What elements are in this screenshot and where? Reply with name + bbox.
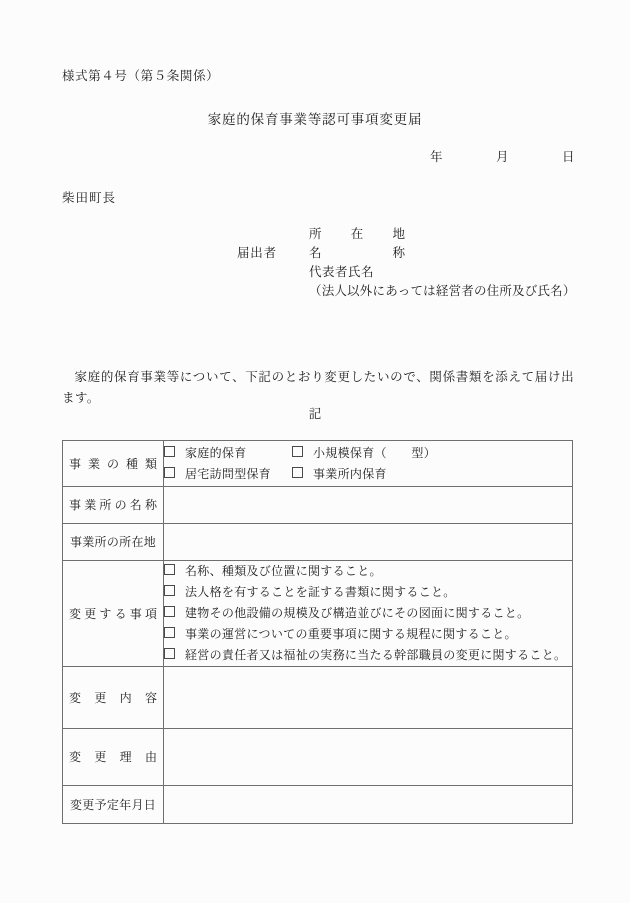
checkbox-item-shokibo-hoiku[interactable] (292, 443, 436, 464)
checkbox-label-jigyoshonai: 事業所内保育 (313, 466, 387, 481)
date-day-label: 日 (561, 149, 575, 164)
change-item-label-3: 建物その他設備の規模及び構造並びにその図面に関すること。 (185, 606, 530, 620)
body-paragraph: 家庭的保育事業等について、下記のとおり変更したいので、関係書類を添えて届け出ます。 (62, 369, 574, 405)
change-item-row[interactable] (164, 624, 572, 645)
checkbox-item-katei-hoiku[interactable] (164, 443, 292, 464)
label-change-reason: 変更理由 (63, 729, 164, 786)
business-type-line-1 (164, 443, 572, 464)
table-row-change-date (63, 786, 573, 824)
ki-mark: 記 (308, 406, 322, 421)
checkbox-icon[interactable] (292, 467, 303, 478)
date-line (430, 147, 575, 165)
submitter-row-location (237, 224, 576, 243)
addressee: 柴田町長 (62, 190, 117, 205)
label-facility-name: 事業所の名称 (63, 487, 164, 524)
cell-change-detail[interactable] (164, 667, 573, 729)
checkbox-label-kyotaku-homon: 居宅訪問型保育 (185, 466, 272, 481)
change-item-label-4: 事業の運営についての重要事項に関する規程に関すること。 (185, 627, 517, 641)
checkbox-label-shokibo-hoiku: 小規模保育（ 型） (313, 445, 437, 460)
submitter-row-name (237, 243, 576, 262)
document-title: 家庭的保育事業等認可事項変更届 (207, 112, 423, 128)
checkbox-icon[interactable] (164, 627, 175, 638)
checkbox-icon[interactable] (164, 606, 175, 617)
table-row-business-type (63, 441, 573, 487)
change-item-label-2: 法人格を有することを証する書類に関すること。 (185, 585, 456, 599)
label-change-detail: 変更内容 (63, 667, 164, 729)
change-item-row[interactable] (164, 603, 572, 624)
checkbox-icon[interactable] (292, 446, 303, 457)
cell-facility-address[interactable] (164, 524, 573, 561)
date-month-label: 月 (495, 149, 509, 164)
submitter-field-name: 名称 (309, 245, 405, 260)
label-change-date: 変更予定年月日 (63, 786, 164, 824)
submitter-block (237, 224, 576, 300)
date-year-label: 年 (430, 149, 444, 164)
submitter-note: （法人以外にあっては経営者の住所及び氏名） (309, 283, 576, 298)
table-row-facility-address (63, 524, 573, 561)
cell-facility-name[interactable] (164, 487, 573, 524)
label-business-type: 事業の種類 (63, 441, 164, 487)
checkbox-icon[interactable] (164, 648, 175, 659)
submitter-field-location: 所在地 (309, 226, 405, 241)
cell-business-type (164, 441, 573, 487)
checkbox-icon[interactable] (164, 585, 175, 596)
change-item-row[interactable] (164, 582, 572, 603)
checkbox-icon[interactable] (164, 446, 175, 457)
table-row-change-items (63, 561, 573, 667)
cell-change-date[interactable] (164, 786, 573, 824)
cell-change-reason[interactable] (164, 729, 573, 786)
change-item-label-5: 経営の責任者又は福祉の実務に当たる幹部職員の変更に関すること。 (185, 648, 567, 662)
submitter-row-note (237, 281, 576, 300)
form-table (62, 440, 573, 824)
change-item-label-1: 名称、種類及び位置に関すること。 (185, 564, 382, 578)
table-row-change-detail (63, 667, 573, 729)
change-item-row[interactable] (164, 561, 572, 582)
business-type-line-2 (164, 464, 572, 485)
checkbox-label-katei-hoiku: 家庭的保育 (185, 445, 247, 460)
label-facility-address: 事業所の所在地 (63, 524, 164, 561)
submitter-row-representative (237, 262, 576, 281)
checkbox-item-kyotaku-homon[interactable] (164, 464, 292, 485)
cell-change-items (164, 561, 573, 667)
submitter-label: 届出者 (237, 245, 277, 260)
change-item-row[interactable] (164, 645, 572, 666)
form-number: 様式第４号（第５条関係） (62, 68, 220, 83)
table-row-change-reason (63, 729, 573, 786)
checkbox-icon[interactable] (164, 564, 175, 575)
table-row-facility-name (63, 487, 573, 524)
submitter-field-representative: 代表者氏名 (309, 264, 375, 279)
checkbox-item-jigyoshonai[interactable] (292, 464, 387, 485)
checkbox-icon[interactable] (164, 467, 175, 478)
label-change-items: 変更する事項 (63, 561, 164, 667)
